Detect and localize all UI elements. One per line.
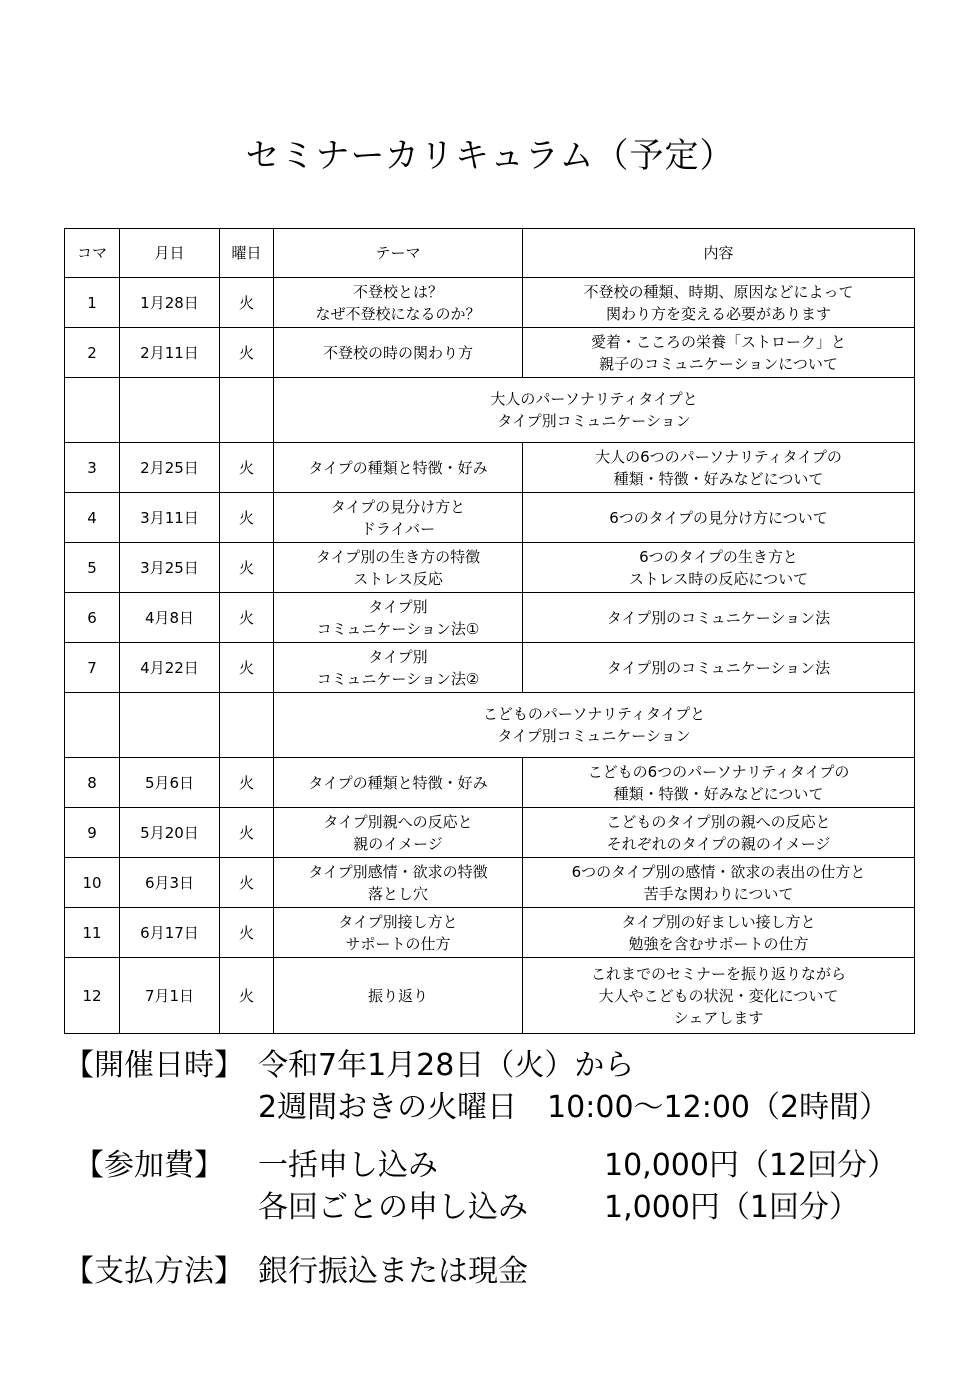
page-title: セミナーカリキュラム（予定） <box>245 136 735 176</box>
theme-cell-line: コミュニケーション法② <box>316 669 480 688</box>
weekday-cell: 火 <box>220 593 274 643</box>
section-title-cell <box>274 693 915 758</box>
fee-lump-sum-name: 一括申し込み <box>258 1148 438 1183</box>
koma-cell: 7 <box>65 643 120 693</box>
content-cell-line: 6つのタイプの見分け方について <box>609 508 828 527</box>
weekday-cell: 火 <box>220 493 274 543</box>
koma-cell: 6 <box>65 593 120 643</box>
content-cell-line: シェアします <box>673 1008 764 1027</box>
content-cell-line: 苦手な関わりについて <box>643 884 794 903</box>
content-cell-line: タイプ別のコミュニケーション法 <box>606 658 831 677</box>
content-cell <box>523 443 915 493</box>
content-cell <box>523 643 915 693</box>
date-cell: 3月25日 <box>120 543 220 593</box>
theme-cell-line: タイプの種類と特徴・好み <box>308 773 488 792</box>
theme-cell <box>274 493 523 543</box>
theme-cell <box>274 958 523 1034</box>
content-cell-line: 種類・特徴・好みなどについて <box>613 469 824 488</box>
weekday-cell: 火 <box>220 758 274 808</box>
weekday-cell: 火 <box>220 958 274 1034</box>
theme-cell-line: 不登校とは？ <box>352 282 443 301</box>
theme-cell-line: タイプ別 <box>368 647 428 666</box>
table-row <box>65 958 915 1034</box>
fee-label: 【参加費】 <box>74 1148 224 1183</box>
fee-lump-sum-price: 10,000円（12回分） <box>604 1148 898 1183</box>
theme-cell-line: コミュニケーション法① <box>316 619 480 638</box>
curriculum-table <box>64 228 915 1034</box>
schedule-line-2: 2週間おきの火曜日 10:00～12:00（2時間） <box>258 1090 890 1125</box>
theme-cell-line: タイプ別 <box>368 597 428 616</box>
content-cell <box>523 328 915 378</box>
theme-cell-line: ストレス反応 <box>353 569 443 588</box>
content-cell <box>523 543 915 593</box>
table-row <box>65 758 915 808</box>
theme-cell-line: 振り返り <box>367 986 428 1005</box>
date-cell: 6月17日 <box>120 908 220 958</box>
date-cell: 5月20日 <box>120 808 220 858</box>
content-cell-line: こどもの6つのパーソナリティタイプの <box>587 762 850 781</box>
date-cell <box>120 693 220 758</box>
content-cell-line: 関わり方を変える必要があります <box>605 304 831 323</box>
theme-cell-line: タイプ別感情・欲求の特徴 <box>308 862 488 881</box>
theme-cell <box>274 593 523 643</box>
weekday-cell: 火 <box>220 543 274 593</box>
theme-cell-line: ドライバー <box>360 519 436 538</box>
payment-value: 銀行振込または現金 <box>258 1254 528 1289</box>
section-title-cell-line: タイプ別コミュニケーション <box>497 727 691 745</box>
date-cell: 2月25日 <box>120 443 220 493</box>
table-body <box>65 278 915 1034</box>
content-cell <box>523 808 915 858</box>
koma-cell <box>65 693 120 758</box>
theme-cell-line: タイプの種類と特徴・好み <box>308 458 488 477</box>
content-cell-line: 6つのタイプの生き方と <box>639 547 798 566</box>
table-row <box>65 278 915 328</box>
koma-cell: 4 <box>65 493 120 543</box>
header-date: 月日 <box>120 229 220 278</box>
theme-cell <box>274 543 523 593</box>
koma-cell: 1 <box>65 278 120 328</box>
section-row <box>65 693 915 758</box>
table-row <box>65 808 915 858</box>
koma-cell: 10 <box>65 858 120 908</box>
fee-per-session-price: 1,000円（1回分） <box>604 1190 859 1225</box>
content-cell <box>523 858 915 908</box>
content-cell-line: 大人の6つのパーソナリティタイプの <box>595 447 842 466</box>
content-cell <box>523 593 915 643</box>
date-cell: 2月11日 <box>120 328 220 378</box>
theme-cell-line: タイプ別の生き方の特徴 <box>315 547 481 566</box>
schedule-line-1: 令和7年1月28日（火）から <box>258 1048 635 1083</box>
weekday-cell: 火 <box>220 643 274 693</box>
content-cell <box>523 493 915 543</box>
theme-cell <box>274 808 523 858</box>
koma-cell: 9 <box>65 808 120 858</box>
section-title-cell <box>274 378 915 443</box>
date-cell <box>120 378 220 443</box>
table-row <box>65 493 915 543</box>
weekday-cell: 火 <box>220 908 274 958</box>
header-weekday: 曜日 <box>220 229 274 278</box>
theme-cell-line: 不登校の時の関わり方 <box>322 343 473 362</box>
date-cell: 1月28日 <box>120 278 220 328</box>
table-header-row <box>65 229 915 278</box>
theme-cell <box>274 643 523 693</box>
koma-cell: 11 <box>65 908 120 958</box>
theme-cell <box>274 328 523 378</box>
header-content: 内容 <box>523 229 915 278</box>
date-cell: 6月3日 <box>120 858 220 908</box>
fee-per-session-name: 各回ごとの申し込み <box>258 1190 528 1225</box>
koma-cell: 3 <box>65 443 120 493</box>
weekday-cell <box>220 378 274 443</box>
date-cell: 5月6日 <box>120 758 220 808</box>
section-title-cell-line: タイプ別コミュニケーション <box>497 412 691 430</box>
content-cell-line: 種類・特徴・好みなどについて <box>613 784 824 803</box>
date-cell: 7月1日 <box>120 958 220 1034</box>
weekday-cell: 火 <box>220 808 274 858</box>
weekday-cell: 火 <box>220 328 274 378</box>
content-cell <box>523 278 915 328</box>
content-cell-line: 不登校の種類、時期、原因などによって <box>583 282 854 301</box>
content-cell-line: それぞれのタイプの親のイメージ <box>606 834 831 853</box>
header-koma: コマ <box>65 229 120 278</box>
theme-cell <box>274 278 523 328</box>
weekday-cell <box>220 693 274 758</box>
koma-cell: 8 <box>65 758 120 808</box>
theme-cell <box>274 443 523 493</box>
date-cell: 4月8日 <box>120 593 220 643</box>
table-row <box>65 443 915 493</box>
content-cell <box>523 758 915 808</box>
theme-cell-line: サポートの仕方 <box>345 934 451 953</box>
theme-cell-line: タイプ別親への反応と <box>323 812 473 831</box>
table-row <box>65 328 915 378</box>
theme-cell <box>274 758 523 808</box>
koma-cell <box>65 378 120 443</box>
weekday-cell: 火 <box>220 278 274 328</box>
date-cell: 4月22日 <box>120 643 220 693</box>
date-cell: 3月11日 <box>120 493 220 543</box>
content-cell <box>523 908 915 958</box>
section-title-cell-line: こどものパーソナリティタイプと <box>482 705 706 723</box>
content-cell <box>523 958 915 1034</box>
table-row <box>65 543 915 593</box>
weekday-cell: 火 <box>220 443 274 493</box>
theme-cell <box>274 858 523 908</box>
header-theme: テーマ <box>274 229 523 278</box>
schedule-label: 【開催日時】 <box>64 1048 244 1083</box>
theme-cell-line: タイプの見分け方と <box>330 497 466 516</box>
theme-cell-line: タイプ別接し方と <box>338 912 458 931</box>
section-title-cell-line: 大人のパーソナリティタイプと <box>490 390 698 408</box>
content-cell-line: 親子のコミュニケーションについて <box>599 354 838 373</box>
content-cell-line: こどものタイプ別の親への反応と <box>606 812 831 831</box>
payment-label: 【支払方法】 <box>64 1254 244 1289</box>
koma-cell: 2 <box>65 328 120 378</box>
content-cell-line: タイプ別の好ましい接し方と <box>621 912 816 931</box>
section-row <box>65 378 915 443</box>
content-cell-line: ストレス時の反応について <box>628 569 809 588</box>
content-cell-line: 6つのタイプ別の感情・欲求の表出の仕方と <box>571 862 866 881</box>
theme-cell-line: 落とし穴 <box>367 884 428 903</box>
table-row <box>65 858 915 908</box>
table-row <box>65 593 915 643</box>
theme-cell-line: 親のイメージ <box>353 834 443 853</box>
koma-cell: 12 <box>65 958 120 1034</box>
koma-cell: 5 <box>65 543 120 593</box>
table-row <box>65 908 915 958</box>
table-row <box>65 643 915 693</box>
content-cell-line: 大人やこどもの状況・変化について <box>598 986 839 1005</box>
theme-cell <box>274 908 523 958</box>
content-cell-line: 愛着・こころの栄養「ストローク」と <box>590 332 846 351</box>
theme-cell-line: なぜ不登校になるのか？ <box>315 304 481 323</box>
content-cell-line: タイプ別のコミュニケーション法 <box>606 608 831 627</box>
content-cell-line: これまでのセミナーを振り返りながら <box>590 964 846 983</box>
content-cell-line: 勉強を含むサポートの仕方 <box>628 934 809 953</box>
weekday-cell: 火 <box>220 858 274 908</box>
